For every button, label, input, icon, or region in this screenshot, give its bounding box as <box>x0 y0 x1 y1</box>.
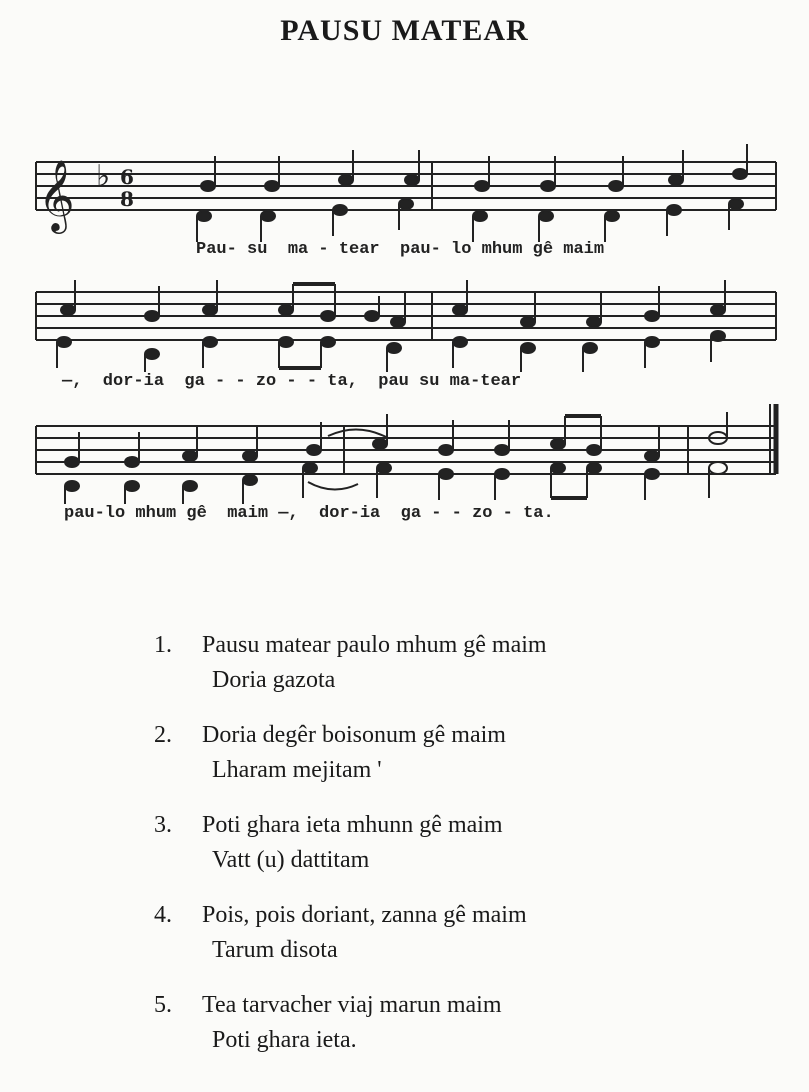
verse-line: Pois, pois doriant, zanna gê maim <box>202 902 527 928</box>
staff-3-graphic <box>28 404 788 504</box>
song-title: PAUSU MATEAR <box>280 14 529 47</box>
verse-line: Poti ghara ieta mhunn gê maim <box>202 812 503 838</box>
lyric-line-2: —, dor-ia ga - - zo - - ta, pau su ma-tear <box>62 372 522 391</box>
music-staff-system-3 <box>28 404 788 534</box>
verse-item <box>150 898 750 968</box>
verse-number: 3. <box>154 812 172 838</box>
time-signature-top: 6 <box>120 165 134 189</box>
lyric-line-3: pau-lo mhum gê maim —, dor-ia ga - - zo - ta. <box>64 504 554 523</box>
verse-line: Doria degêr boisonum gê maim <box>202 722 506 748</box>
verse-line: Tea tarvacher viaj marun maim <box>202 992 502 1018</box>
verse-line: Poti ghara ieta. <box>212 1027 357 1053</box>
staff-1-graphic <box>28 140 788 240</box>
verse-number: 4. <box>154 902 172 928</box>
verse-line: Vatt (u) dattitam <box>212 847 370 873</box>
music-staff-system-2 <box>28 272 788 392</box>
verse-item <box>150 628 750 698</box>
verse-line: Tarum disota <box>212 937 338 963</box>
verse-line: Pausu matear paulo mhum gê maim <box>202 632 547 658</box>
verse-number: 2. <box>154 722 172 748</box>
verse-item <box>150 988 750 1058</box>
lyric-line-1: Pau- su ma - tear pau- lo mhum gê maim <box>196 240 605 259</box>
verse-item <box>150 808 750 878</box>
verse-item <box>150 718 750 788</box>
verse-number: 1. <box>154 632 172 658</box>
verse-list <box>150 628 750 1078</box>
flat-icon: ♭ <box>96 159 111 194</box>
time-signature-bottom: 8 <box>120 187 134 211</box>
verse-line: Doria gazota <box>212 667 336 693</box>
verse-line: Lharam mejitam ' <box>212 757 382 783</box>
verse-number: 5. <box>154 992 172 1018</box>
staff-2-graphic <box>28 272 788 372</box>
treble-clef-icon: 𝄞 <box>38 158 75 231</box>
music-staff-system-1 <box>28 140 788 270</box>
